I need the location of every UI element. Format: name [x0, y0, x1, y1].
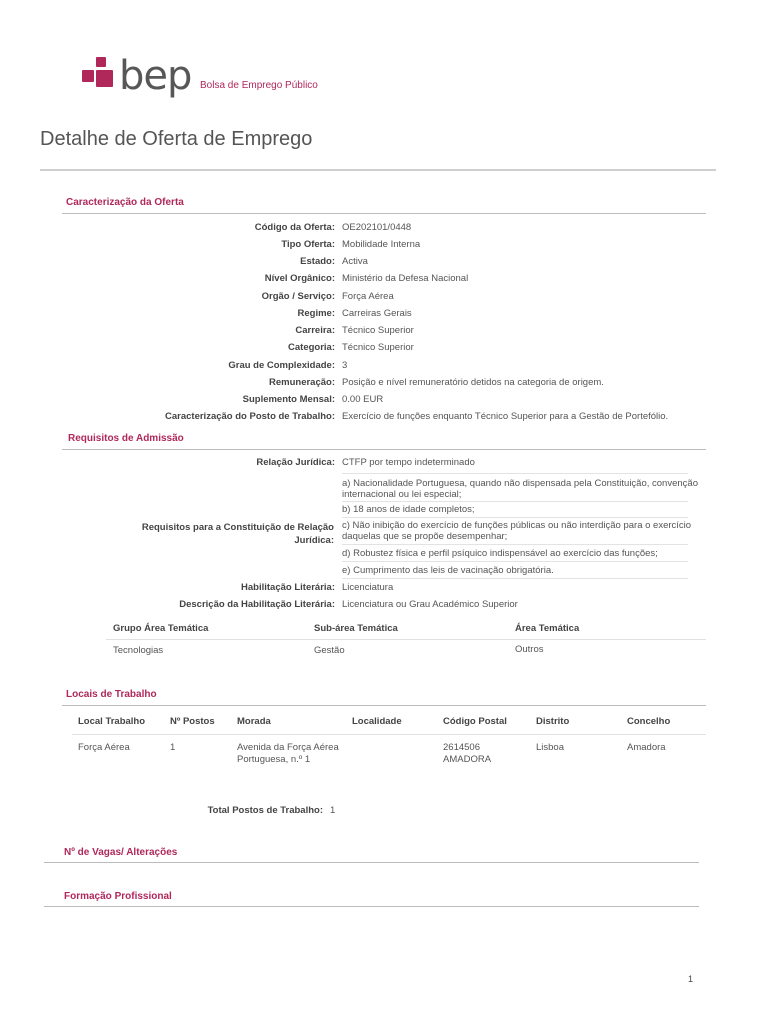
requisito-item: c) Não inibição do exercício de funções públicas ou não interdição para o exercício daquelas que se propõe desempenhar; [342, 520, 692, 542]
table-cell: Gestão [314, 645, 345, 656]
title-divider [40, 169, 716, 171]
table-cell: Amadora [627, 742, 666, 753]
field-label: Suplemento Mensal: [242, 394, 335, 405]
logo-square [82, 70, 94, 82]
logo-square [96, 70, 113, 87]
field-label: Categoria: [288, 342, 335, 353]
section-title-formacao: Formação Profissional [64, 891, 172, 902]
field-value: Mobilidade Interna [342, 239, 421, 250]
table-divider [106, 639, 706, 640]
table-cell: 2614506 AMADORA [443, 742, 492, 765]
page-title: Detalhe de Oferta de Emprego [40, 128, 313, 150]
logo-square [96, 57, 106, 67]
field-value: Carreiras Gerais [342, 308, 412, 319]
field-value: Licenciatura ou Grau Académico Superior [342, 599, 518, 610]
field-label: Estado: [300, 256, 335, 267]
section-title-vagas: Nº de Vagas/ Alterações [64, 847, 178, 858]
column-header: Nº Postos [170, 716, 215, 727]
field-value: Ministério da Defesa Nacional [342, 273, 469, 284]
field-value: Força Aérea [342, 291, 394, 302]
requisitos-constituicao-label: Requisitos para a Constituição de Relação Jurídica: [141, 522, 334, 546]
column-header: Grupo Área Temática [113, 623, 209, 634]
field-label: Tipo Oferta: [281, 239, 335, 250]
row-divider [342, 473, 688, 474]
field-value: CTFP por tempo indeterminado [342, 457, 475, 468]
field-label: Nível Orgânico: [264, 273, 335, 284]
table-cell: Tecnologias [113, 645, 164, 656]
field-value: Técnico Superior [342, 342, 414, 353]
table-cell: Avenida da Força Aérea Portuguesa, n.º 1 [237, 742, 339, 765]
row-divider [342, 544, 688, 545]
field-label: Grau de Complexidade: [228, 360, 335, 371]
field-label: Regime: [297, 308, 335, 319]
requisito-item: e) Cumprimento das leis de vacinação obrigatória. [342, 565, 554, 576]
requisito-item: d) Robustez física e perfil psíquico indispensável ao exercício das funções; [342, 548, 658, 559]
column-header: Local Trabalho [78, 716, 146, 727]
field-label: Habilitação Literária: [241, 582, 335, 593]
field-label: Carreira: [295, 325, 335, 336]
field-value: Técnico Superior [342, 325, 414, 336]
column-header: Localidade [352, 716, 402, 727]
field-label: Relação Jurídica: [256, 457, 335, 468]
section-divider [44, 906, 699, 907]
requisito-item: b) 18 anos de idade completos; [342, 504, 475, 515]
table-cell: 1 [170, 742, 176, 753]
field-label: Caracterização do Posto de Trabalho: [165, 411, 335, 422]
column-header: Distrito [536, 716, 570, 727]
row-divider [342, 517, 688, 518]
row-divider [342, 501, 688, 502]
field-value: Exercício de funções enquanto Técnico Superior para a Gestão de Portefólio. [342, 411, 669, 422]
logo-word: bep [119, 53, 192, 99]
column-header: Sub-área Temática [314, 623, 398, 634]
section-divider [44, 862, 699, 863]
row-divider [342, 561, 688, 562]
field-label: Código da Oferta: [254, 222, 335, 233]
row-divider [342, 578, 688, 579]
requisito-item: a) Nacionalidade Portuguesa, quando não dispensada pela Constituição, convenção internacional ou lei especial; [342, 478, 698, 500]
section-divider [62, 705, 706, 706]
field-label: Orgão / Serviço: [261, 291, 335, 302]
section-divider [62, 213, 706, 214]
section-divider [62, 449, 706, 450]
field-value: Activa [342, 256, 368, 267]
table-cell: Outros [515, 644, 544, 655]
field-value: Licenciatura [342, 582, 394, 593]
table-cell: Lisboa [536, 742, 564, 753]
section-title-requisitos: Requisitos de Admissão [68, 433, 184, 444]
field-value: OE202101/0448 [342, 222, 412, 233]
column-header: Área Temática [515, 623, 580, 634]
bep-logo [82, 53, 342, 101]
field-label: Descrição da Habilitação Literária: [179, 599, 335, 610]
table-cell: Força Aérea [78, 742, 130, 753]
field-value: 0.00 EUR [342, 394, 384, 405]
table-divider [72, 734, 706, 735]
field-label: Total Postos de Trabalho: [207, 805, 323, 816]
logo-subtitle: Bolsa de Emprego Público [200, 80, 318, 91]
section-title-locais: Locais de Trabalho [66, 689, 157, 700]
field-value: 1 [330, 805, 336, 816]
column-header: Código Postal [443, 716, 507, 727]
field-value: Posição e nível remuneratório detidos na categoria de origem. [342, 377, 604, 388]
column-header: Morada [237, 716, 271, 727]
column-header: Concelho [627, 716, 671, 727]
page-number: 1 [688, 974, 694, 984]
section-title-caracterizacao: Caracterização da Oferta [66, 197, 184, 208]
field-label: Remuneração: [269, 377, 335, 388]
field-value: 3 [342, 360, 348, 371]
